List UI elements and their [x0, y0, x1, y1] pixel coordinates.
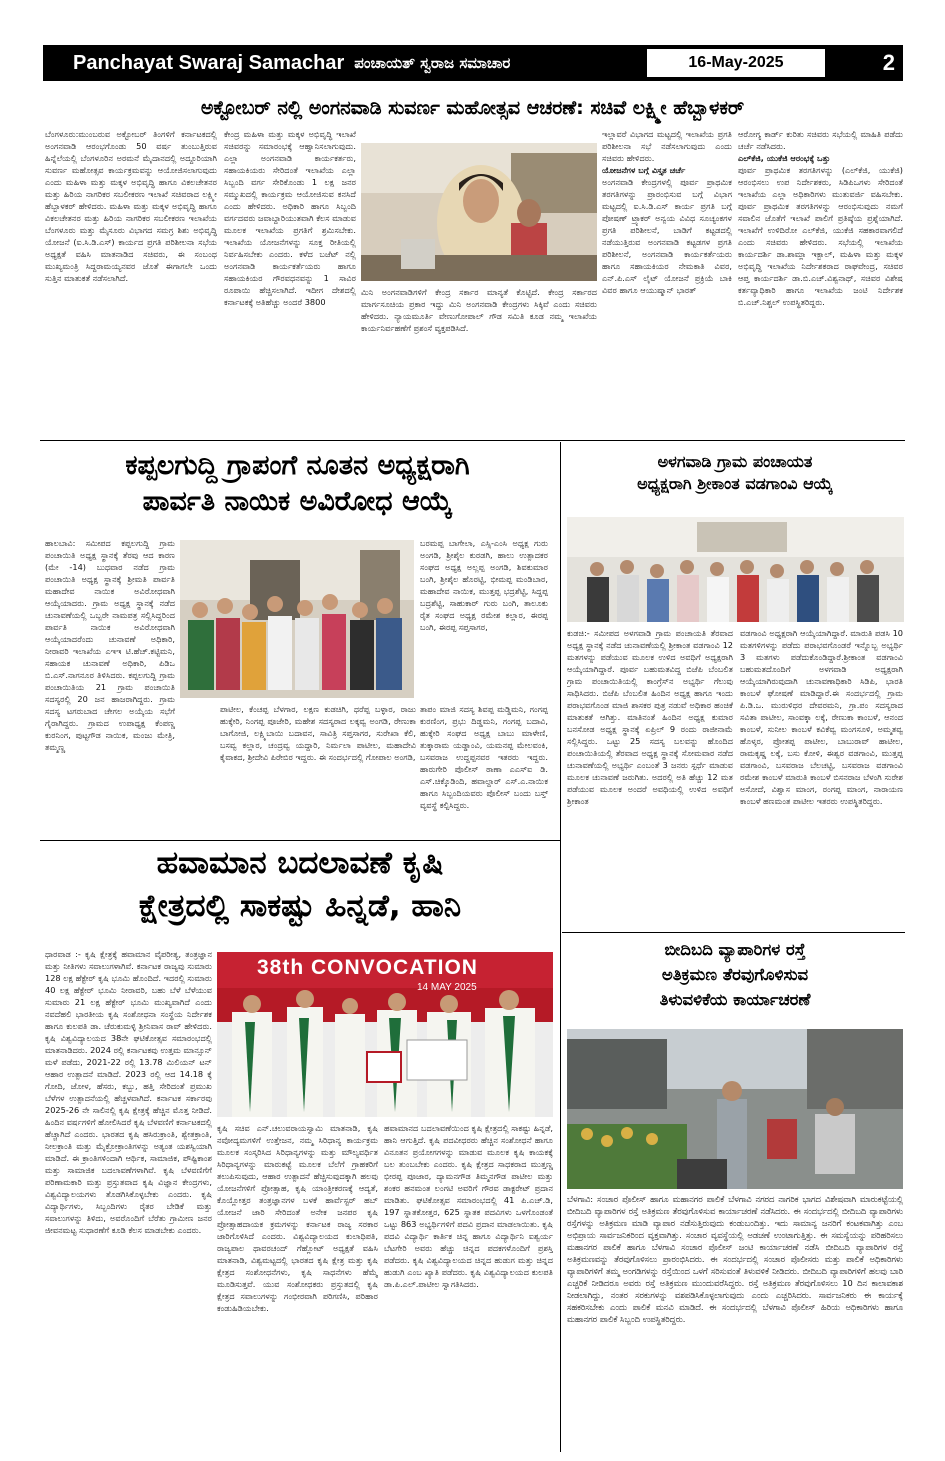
article2-headline-line1: ಕಪ್ಪಲಗುದ್ದಿ ಗ್ರಾಪಂಗೆ ನೂತನ ಅಧ್ಯಕ್ಷರಾಗಿ: [125, 450, 470, 481]
felicitation-image: [180, 540, 414, 698]
masthead: [43, 45, 903, 81]
article4-headline: [40, 842, 560, 929]
convocation-banner-date: 14 MAY 2025: [417, 982, 477, 993]
article5-headline-line1: ಬೀದಿಬದಿ ವ್ಯಾಪಾರಿಗಳ ರಸ್ತೆ: [664, 940, 806, 959]
article1-photo-minister: [361, 143, 597, 281]
article5-headline-line2: ಅತಿಕ್ರಮಣ ತೆರವುಗೊಳಿಸುವ: [661, 964, 809, 984]
article1-col3-subhead: ಯೋಜನೆಗಳ ಬಗ್ಗೆ ವಿಸ್ತೃತ ಚರ್ಚೆ: [602, 165, 686, 175]
article5-body: ಬೆಳಗಾವಿ: ಸಂಚಾರ ಪೊಲೀಸ್ ಹಾಗೂ ಮಹಾನಗರ ಪಾಲಿಕೆ ಬೆಳಗಾವಿ ನಗರದ ನಾಗರಿಕ ಭಾಗದ ವಿಶೇಷವಾಗಿ ಮಾರುಕಟ್ಟೆಯಲ್ಲಿ ಬೀದಿಬದಿ ವ್ಯಾಪಾರಿಗಳ ರಸ್ತೆ ಅತಿಕ್ರಮಣ ತೆರವುಗೊಳಿಸುವ ಕಾರ್ಯಾಚರಣೆ ನಡೆಸಿದರು. ಈ ಸಂದರ್ಭದಲ್ಲಿ ಬೀದಿಬದಿ ವ್ಯಾಪಾರಿಗಳು ರಸ್ತೆಗಳನ್ನು ಅತಿಕ್ರಮಣ ಮಾಡಿ ವ್ಯಾಪಾರ ನಡೆಸುತ್ತಿರುವುದು ಕಂಡುಬಂದಿತ್ತು. ಇದು ಸಾಮಾನ್ಯ ಜನರಿಗೆ ಕಂಟಕವಾಗಿತ್ತು ಎಂಬ ಅಭಿಪ್ರಾಯ ಸಾರ್ವಜನಿಕರಿಂದ ವ್ಯಕ್ತವಾಗಿತ್ತು. ಸಂಚಾರ ವ್ಯವಸ್ಥೆಯಲ್ಲಿ ಅಡಚಣೆ ಉಂಟಾಗುತ್ತಿತ್ತು. ಈ ಸಮಸ್ಯೆಯನ್ನು ಪರಿಹರಿಸಲು ಮಹಾನಗರ ಪಾಲಿಕೆ ಹಾಗೂ ಬೆಳಗಾವಿ ಸಂಚಾರ ಪೊಲೀಸ್ ಜಂಟಿ ಕಾರ್ಯಾಚರಣೆ ನಡೆಸಿ ಬೀದಿಬದಿ ವ್ಯಾಪಾರಿಗಳ ರಸ್ತೆ ಅತಿಕ್ರಮಣವನ್ನು ತೆರವುಗೊಳಿಸಲು ಪ್ರಾರಂಭಿಸಿದರು. ಈ ಸಂದರ್ಭದಲ್ಲಿ ಸಂಚಾರ ಪೊಲೀಸರು ಮತ್ತು ಪಾಲಿಕೆ ಅಧಿಕಾರಿಗಳು ವ್ಯಾಪಾರಿಗಳಿಗೆ ತಮ್ಮ ಅಂಗಡಿಗಳನ್ನು ರಸ್ತೆಯಿಂದ ಒಳಗೆ ಸರಿಸುವಂತೆ ತಿಳುವಳಿಕೆ ನೀಡಿದರು. ಬೀದಿಬದಿ ವ್ಯಾಪಾರಿಗಳಿಗೆ ಹಲವು ಬಾರಿ ಎಚ್ಚರಿಕೆ ನೀಡಿದರೂ ಅವರು ರಸ್ತೆ ಅತಿಕ್ರಮಣ ಮುಂದುವರೆಸಿದ್ದರು. ರಸ್ತೆ ಅತಿಕ್ರಮಣ ತೆರವುಗೊಳಿಸಲು 10 ದಿನ ಕಾಲಾವಕಾಶ ನೀಡಲಾಗಿದ್ದು, ನಂತರ ಸರಕುಗಳನ್ನು ವಶಪಡಿಸಿಕೊಳ್ಳಲಾಗುವುದು ಎಂದು ಎಚ್ಚರಿಸಿದರು. ಸಾರ್ವಜನಿಕರು ಈ ಕಾರ್ಯಕ್ಕೆ ಸಹಕರಿಸಬೇಕು ಎಂದು ಪಾಲಿಕೆ ಮನವಿ ಮಾಡಿದೆ. ಈ ಸಂದರ್ಭದಲ್ಲಿ ಬೆಳಗಾವಿ ಪೊಲೀಸ್ ಹಿರಿಯ ಅಧಿಕಾರಿಗಳು ಹಾಗೂ ಮಹಾನಗರ ಪಾಲಿಕೆ ಸಿಬ್ಬಂದಿ ಉಪಸ್ಥಿತರಿದ್ದರು.: [567, 1194, 903, 1324]
article1-col2: ಕೇಂದ್ರ ಮಹಿಳಾ ಮತ್ತು ಮಕ್ಕಳ ಅಭಿವೃದ್ಧಿ ಇಲಾಖೆ ಸಚಿವರನ್ನು ಸಮಾರಂಭಕ್ಕೆ ಆಹ್ವಾನಿಸಲಾಗುವುದು. ಎಲ್ಲಾ ಅಂಗನವಾಡಿ ಕಾರ್ಯಕರ್ತರು, ಸಹಾಯಕಿಯರು ಸೇರಿದಂತೆ ಇಲಾಖೆಯ ಎಲ್ಲಾ ಸಿಬ್ಬಂದಿ ವರ್ಗ ಸೇರಿಕೊಂಡು 1 ಲಕ್ಷ ಜನರ ಸಮ್ಮುಖದಲ್ಲಿ ಕಾರ್ಯಕ್ರಮ ಆಯೋಜಿಸುವ ಕನಸಿದೆ ಎಂದು ಹೇಳಿದರು. ಅಧಿಕಾರಿ ಹಾಗೂ ಸಿಬ್ಬಂದಿ ವರ್ಗದವರು ಜವಾಬ್ದಾರಿಯುತವಾಗಿ ಕೆಲಸ ಮಾಡುವ ಮೂಲಕ ಇಲಾಖೆಯ ಪ್ರಗತಿಗೆ ಶ್ರಮಿಸಬೇಕು. ಇಲಾಖೆಯ ಯೋಜನೆಗಳನ್ನು ಸೂಕ್ತ ರೀತಿಯಲ್ಲಿ ನಿರ್ವಹಿಸಬೇಕು ಎಂದರು. ಕಳೆದ ಬಜೆಟ್ ನಲ್ಲಿ ಅಂಗನವಾಡಿ ಕಾರ್ಯಕರ್ತೆಯರು ಹಾಗೂ ಸಹಾಯಕಿಯರ ಗೌರವಧನವನ್ನು 1 ಸಾವಿರ ರೂಪಾಯಿ ಹೆಚ್ಚಿಸಲಾಗಿದೆ. ಇದೀಗ ದೇಶದಲ್ಲಿ ಕರ್ನಾಟಕಕ್ಕೆ ಅತಿಹೆಚ್ಚು ಅಂದರೆ 3800: [224, 129, 356, 307]
divider-horizontal-2: [40, 840, 560, 841]
article1-col2-cont: ಮಿನಿ ಅಂಗನವಾಡಿಗಳಿಗೆ ಕೇಂದ್ರ ಸರ್ಕಾರ ಮಾನ್ಯತೆ ಕೊಟ್ಟಿದೆ. ಕೇಂದ್ರ ಸರ್ಕಾರದ ಮಾರ್ಗಸೂಚಿಯ ಪ್ರಕಾರ ಇದ್ದು ಮಿನಿ ಅಂಗನವಾಡಿ ಕೇಂದ್ರಗಳು ಸಿಕ್ಕಿವೆ ಎಂದು ಸಚಿವರು ಹೇಳಿದರು. ನ್ಯಾಯಮೂರ್ತಿ ವೇಣುಗೋಪಾಲ್ ಗೌಡ ಸಮಿತಿ ಕೂಡ ನಮ್ಮ ಇಲಾಖೆಯ ಕಾರ್ಯನಿರ್ವಹಣೆಗೆ ಪ್ರಶಂಸೆ ವ್ಯಕ್ತಪಡಿಸಿದೆ.: [361, 287, 597, 333]
article1-col4-body: ಪೂರ್ವ ಪ್ರಾಥಮಿಕ ತರಗತಿಗಳನ್ನು (ಎಲ್‌ಕೆಜಿ, ಯುಕೆಜಿ) ಆರಂಭಿಸಲು ಉಪ ನಿರ್ದೇಶಕರು, ಸಿಡಿಪಿಒಗಳು ಸೇರಿದಂತೆ ಇಲಾಖೆಯ ಎಲ್ಲಾ ಅಧಿಕಾರಿಗಳು ಮುತುವರ್ಜಿ ವಹಿಸಬೇಕು. ಪೂರ್ವ ಪ್ರಾಥಮಿಕ ತರಗತಿಗಳನ್ನು ಆರಂಭಿಸುವುದು ನಮಗೆ ಸವಾಲಿನ ಜೊತೆಗೆ ಇಲಾಖೆ ಪಾಲಿಗೆ ಪ್ರತಿಷ್ಠೆಯ ಪ್ರಶ್ನೆಯಾಗಿದೆ. ಇಲಾಖೆಗೆ ಉಳಿದಿರೋ ಎಲ್‌ಕೆಜಿ, ಯುಕೆಜಿ ಸಹಕಾರವಾಗಲಿದೆ ಎಂದು ಸಚಿವರು ಹೇಳಿದರು. ಸಭೆಯಲ್ಲಿ ಇಲಾಖೆಯ ಕಾರ್ಯದರ್ಶಿ ಡಾ.ಶಾಮ್ಲಾ ಇಕ್ಬಾಲ್, ಮಹಿಳಾ ಮತ್ತು ಮಕ್ಕಳ ಅಭಿವೃದ್ಧಿ ಇಲಾಖೆಯ ನಿರ್ದೇಶಕರಾದ ರಾಘವೇಂದ್ರ, ಸಚಿವರ ಆಪ್ತ ಕಾರ್ಯದರ್ಶಿ ಡಾ.ಬಿ.ಎಚ್.ವಿಶ್ವನಾಥ್, ಸಚಿವರ ವಿಶೇಷ ಕರ್ತವ್ಯಾಧಿಕಾರಿ ಹಾಗೂ ಇಲಾಖೆಯ ಜಂಟಿ ನಿರ್ದೇಶಕ ಬಿ.ಎಚ್.ನಿಶ್ಚಲ್ ಉಪಸ್ಥಿತರಿದ್ದರು.: [738, 165, 903, 307]
article2-col2: ಪಾಟೀಲ, ಕೆಂಚಪ್ಪ ಬೆಳಗಾರ, ಲಕ್ಷಣ ಕುಡಚಿಗಿ, ಧರೆಪ್ಪ ಬಳ್ಳಾರ, ರಾಜು ಹುಕ್ಕೇರಿ, ನಿಂಗಪ್ಪ ಪೂಜೇರಿ, ಮಹೇಶ ಸದಸ್ಯರಾದ ಲಕ್ಕವ್ವ ಅಂಗಡಿ, ರೇಣುಕಾ ಬಾಗೋಜಿ, ಲಕ್ಷ್ಮಿಬಾಯಿ ಬದಾವನ, ಸಾವಿತ್ರಿ ಸಪ್ತಸಾಗರ, ಸುರೇಖಾ ಕೆಲಿ, ಬಸವ್ವ ಕಲ್ಲಾರ, ಚಂದ್ರವ್ವ ಯದ್ದಾರಿ, ನಿರ್ಮಲಾ ಪಾಟೀಲ, ಮಹಾದೇವಿ ಕೈವಾಕದ, ಶ್ರೀದೇವಿ ಪಿರೇಬಿರ ಇದ್ದರು. ಈ ಸಂದರ್ಭದಲ್ಲಿ ಗೋಪಾಲ ಅಂಗಡಿ,: [220, 704, 416, 762]
article5-photo-market: [567, 1029, 903, 1189]
article1-col3-body: ಅಂಗನವಾಡಿ ಕೇಂದ್ರಗಳಲ್ಲಿ ಪೂರ್ವ ಪ್ರಾಥಮಿಕ ತರಗತಿಗಳನ್ನು ಪ್ರಾರಂಭಿಸುವ ಬಗ್ಗೆ ವಿಭಾಗ ಮಟ್ಟದಲ್ಲಿ ಐ.ಸಿ.ಡಿ.ಎಸ್ ಕಾರ್ಯ ಪ್ರಗತಿ ಬಗ್ಗೆ ಪೋಷಣ್ ಟ್ರ್ಯಾಕರ್ ಅನ್ವಯ ವಿವಿಧ ಸೂಚ್ಯಂಕಗಳ ಪ್ರಗತಿ ಪರಿಶೀಲನೆ, ಬಾಡಿಗೆ ಕಟ್ಟಡದಲ್ಲಿ ನಡೆಯುತ್ತಿರುವ ಅಂಗನವಾಡಿ ಕಟ್ಟಡಗಳ ಪ್ರಗತಿ ಪರಿಶೀಲನೆ, ಅಂಗನವಾಡಿ ಕಾರ್ಯಕರ್ತೆಯರು ಹಾಗೂ ಸಹಾಯಕಿಯರ ನೇಮಕಾತಿ ವಿವರ, ಎನ್.ಪಿ.ಎಸ್ ಲೈಟ್ ಯೋಜನೆ ಪ್ರಕ್ರಿಯೆ ಬಾಕಿ ವಿವರ ಹಾಗೂ ಆಯುಷ್ಮಾನ್ ಭಾರತ್: [602, 177, 732, 295]
masthead-date: 16-May-2025: [647, 49, 825, 77]
article1-col3: [602, 128, 732, 436]
article4-col2: ಕೃಷಿ ಸಚಿವ ಎನ್.ಚಲುವರಾಯಸ್ವಾಮಿ ಮಾತನಾಡಿ, ಕೃಷಿ ನವೋದ್ಯಮಗಳಿಗೆ ಉತ್ತೇಜನ, ನಮ್ಮ ಸಿರಿಧಾನ್ಯ ಕಾರ್ಯಕ್ರಮ ಮೂಲಕ ಸಂಸ್ಕರಿಸಿದ ಸಿರಿಧಾನ್ಯಗಳನ್ನು ಮತ್ತು ಮೌಲ್ಯವರ್ಧಿತ ಸಿರಿಧಾನ್ಯಗಳನ್ನು ಮಾರುಕಟ್ಟೆ ಮೂಲಕ ಬೆಲೆಗೆ ಗ್ರಾಹಕರಿಗೆ ತಲುಪಿಸುವುದು, ಆಹಾರ ಉತ್ಪಾದನೆ ಹೆಚ್ಚಿಸುವುದಕ್ಕಾಗಿ ಹಲವು ಯೋಜನೆಗಳಿಗೆ ಪ್ರೋತ್ಸಾಹ, ಕೃಷಿ ಯಾಂತ್ರೀಕರಣಕ್ಕೆ ಆದ್ಯತೆ, ಕೊಯ್ಲೋತ್ತರ ತಂತ್ರಜ್ಞಾನಗಳ ಬಳಕೆ ಹಾರ್ವೆಸ್ಟರ್ ಹಬ್ ಯೋಜನೆ ಜಾರಿ ಸೇರಿದಂತೆ ಅನೇಕ ಜನಪರ ಕೃಷಿ ಪ್ರೋತ್ಸಾಹದಾಯಕ ಕ್ರಮಗಳನ್ನು ಕರ್ನಾಟಕ ರಾಜ್ಯ ಸರಕಾರ ಜಾರಿಗೊಳಿಸಿದೆ ಎಂದರು. ವಿಶ್ವವಿದ್ಯಾಲಯದ ಕುಲಾಧಿಪತಿ, ರಾಜ್ಯಪಾಲ ಥಾವರಚಂದ್ ಗೆಹ್ಲೋಟ್ ಅಧ್ಯಕ್ಷತೆ ವಹಿಸಿ ಮಾತನಾಡಿ, ವಿಶ್ವಮಟ್ಟದಲ್ಲಿ ಭಾರತದ ಕೃಷಿ ಕ್ಷೇತ್ರ ಮತ್ತು ಕೃಷಿ ಕ್ಷೇತ್ರದ ಸಂಶೋಧನೆಗಳು, ಕೃಷಿ ಸಾಧನೆಗಳು ಹೆಮ್ಮೆ ಮೂಡಿಸುತ್ತವೆ. ಯುವ ಸಂಶೋಧಕರು ಪ್ರಸ್ತುತದಲ್ಲಿ ಕೃಷಿ ಕ್ಷೇತ್ರದ ಸವಾಲುಗಳನ್ನು ಗಂಭೀರವಾಗಿ ಪರಿಗಣಿಸಿ, ಪರಿಹಾರ ಕಂಡುಹಿಡಿಯಬೇಕು.: [217, 1123, 378, 1313]
article1-col1: ಬೆಂಗಳೂರು:ಮುಂಬರುವ ಅಕ್ಟೋಬರ್ ತಿಂಗಳಿಗೆ ಕರ್ನಾಟಕದಲ್ಲಿ ಅಂಗನವಾಡಿ ಆರಂಭಗೊಂಡು 50 ವರ್ಷ ತುಂಬುತ್ತಿರುವ ಹಿನ್ನೆಲೆಯಲ್ಲಿ ಬೆಂಗಳೂರಿನ ಅರಮನೆ ಮೈದಾನದಲ್ಲಿ ಅದ್ದೂರಿಯಾಗಿ ಸುವರ್ಣ ಮಹೋತ್ಸವ ಕಾರ್ಯಕ್ರಮವನ್ನು ಆಯೋಜಿಸಲಾಗುವುದು ಎಂದು ಮಹಿಳಾ ಮತ್ತು ಮಕ್ಕಳ ಅಭಿವೃದ್ಧಿ ಹಾಗೂ ವಿಕಲಚೇತನರ ಮತ್ತು ಹಿರಿಯ ನಾಗರಿಕರ ಸಬಲೀಕರಣ ಇಲಾಖೆ ಸಚಿವರಾದ ಲಕ್ಷ್ಮೀ ಹೆಬ್ಬಾಳಕರ್ ಹೇಳಿದರು. ಮಹಿಳಾ ಮತ್ತು ಮಕ್ಕಳ ಅಭಿವೃದ್ಧಿ ಹಾಗೂ ವಿಕಲಚೇತನರ ಮತ್ತು ಹಿರಿಯ ನಾಗರಿಕರ ಸಬಲೀಕರಣ ಇಲಾಖೆಯ ಬೆಂಗಳೂರು ಮತ್ತು ಮೈಸೂರು ವಿಭಾಗದ ಸಮಗ್ರ ಶಿಶು ಅಭಿವೃದ್ಧಿ ಯೋಜನೆ (ಐ.ಸಿ.ಡಿ.ಎಸ್) ಕಾರ್ಯದ ಪ್ರಗತಿ ಪರಿಶೀಲನಾ ಸಭೆಯ ಅಧ್ಯಕ್ಷತೆ ವಹಿಸಿ ಮಾತನಾಡಿದ ಸಚಿವರು, ಈ ಸಂಬಂಧ ಮುಖ್ಯಮಂತ್ರಿ ಸಿದ್ದರಾಮಯ್ಯನವರ ಜೊತೆ ಈಗಾಗಲೇ ಒಂದು ಸುತ್ತಿನ ಮಾತುಕತೆ ನಡೆಸಲಾಗಿದೆ.: [45, 129, 217, 283]
article1-col4-subhead: ಎಲ್‌ಕೆಜಿ, ಯುಕೆಜಿ ಆರಂಭಕ್ಕೆ ಒತ್ತು: [738, 153, 831, 163]
article3-headline: [566, 451, 904, 494]
group-photo-image: [567, 517, 904, 622]
article1-col3-intro: ಇಲ್ಲಾವರೆ ವಿಭಾಗದ ಮಟ್ಟದಲ್ಲಿ ಇಲಾಖೆಯ ಪ್ರಗತಿ ಪರಿಶೀಲನಾ ಸಭೆ ನಡೆಸಲಾಗುವುದು ಎಂದು ಸಚಿವರು ಹೇಳಿದರು.: [602, 129, 732, 163]
article4-photo-convocation: [217, 952, 553, 1117]
article5-headline: [566, 938, 904, 1012]
article2-col3-full: ತಾಪಂ ಮಾಜಿ ಸದಸ್ಯ ಶಿವಪ್ಪ ಮಡ್ಡಿಮನಿ, ಗಂಗಪ್ಪ ಕುರಣಿಂಗ, ಪ್ರಭು ದಿಡ್ಡಮನಿ, ಗಂಗಪ್ಪ ಬದಾವಿ, ಹುಕ್ಕೇರಿ ಸಂಘದ ಅಧ್ಯಕ್ಷ ಬಾಬು ಮಾಳೇಣಿ, ತುಕ್ಕಾರಾಮ ಯಡ್ಡಾಂವಿ, ಯಮನಪ್ಪ ಮೇಲವಂಕಿ, ಬಸವರಾಜ ಉದ್ದಪ್ಪನವರ ಇತರರು ಇದ್ದರು. ಹಾರುಗೇರಿ ಪೊಲೀಸ್ ಠಾಣಾ ಎಎಸ್ಐ ಡಿ. ಎಸ್.ಚಿಕ್ಕೊಡಿಂದಿ, ಹವಾಲ್ದಾರ್ ಎಸ್.ಎ.ನಾಯಿಕ ಹಾಗೂ ಸಿಬ್ಬಂದಿಯವರು ಪೊಲೀಸ್ ಬಂದು ಬಸ್ತ್ ವ್ಯವಸ್ಥೆ ಕಲ್ಪಿಸಿದ್ದರು.: [420, 704, 548, 810]
masthead-title-en: Panchayat Swaraj Samachar: [73, 51, 345, 74]
article2-headline: [40, 448, 555, 521]
article3-photo-group: [567, 517, 904, 622]
article3-headline-line1: ಅಳಗವಾಡಿ ಗ್ರಾಮ ಪಂಚಾಯತ: [657, 452, 813, 471]
article5-headline-line3: ತಿಳುವಳಿಕೆಯ ಕಾರ್ಯಾಚರಣೆ: [659, 989, 811, 1009]
market-street-image: [567, 1029, 903, 1189]
article3-col1: ಕುಡಚಿ:- ಸಮೀಪದ ಅಳಗವಾಡಿ ಗ್ರಾಮ ಪಂಚಾಯತಿ ತೆರವಾದ ಅಧ್ಯಕ್ಷ ಸ್ಥಾನಕ್ಕೆ ನಡೆದ ಚುನಾವಣೆಯಲ್ಲಿ ಶ್ರೀಕಾಂತ ವಡಗಾಂವಿ 12 ಮತಗಳನ್ನು ಪಡೆಯುವ ಮೂಲಕ ಉಳಿದ ಅವಧಿಗೆ ಅಧ್ಯಕ್ಷರಾಗಿ ಆಯ್ಕೆಯಾಗಿದ್ದಾರೆ. ಪೂರ್ವ ಬಹುಮತವಿದ್ದ ಬಿಜೆಪಿ ಬೆಂಬಲಿತ ಗ್ರಾಮ ಪಂಚಾಯಿತಿಯಲ್ಲಿ ಕಾಂಗ್ರೆಸ್‌ನ ಅಭ್ಯರ್ಥಿ ಗೆಲುವು ಸಾಧಿಸಿದರು. ಬಿಜೆಪಿ ಬೆಂಬಲಿತ ಹಿಂದಿನ ಅಧ್ಯಕ್ಷ ಹಾಗೂ ಇಂದು ಪರಾಭವಗೊಂಡ ಮಾಜಿ ಶಾಸಕರ ಪುತ್ರ ನಡುವೆ ಅಧಿಕಾರ ಹಂಚಿಕೆ ಮಾತುಕತೆ ಆಗಿತ್ತು. ಮಾತಿನಂತೆ ಹಿಂದಿನ ಅಧ್ಯಕ್ಷ ಕುಮಾರ ಬನಸೋಡ ಅಧ್ಯಕ್ಷ ಸ್ಥಾನಕ್ಕೆ ಏಪ್ರಿಲ್ 9 ರಂದು ರಾಜೀನಾಮೆ ಸಲ್ಲಿಸಿದ್ದರು. ಒಟ್ಟು 25 ಸದಸ್ಯ ಬಲವನ್ನು ಹೊಂದಿದ ಪಂಚಾಯಿತಿಯಲ್ಲಿ ತೆರವಾದ ಅಧ್ಯಕ್ಷ ಸ್ಥಾನಕ್ಕೆ ಸೋಮವಾರ ನಡೆದ ಚುನಾವಣೆಯಲ್ಲಿ ಅಭ್ಯರ್ಥಿ ಎಂಬಂತೆ 3 ಜನರು ಸ್ಪರ್ಧೆ ಮಾಡುವ ಮೂಲಕ ಚುನಾವಣೆ ಜರುಗಿತು. ಅದರಲ್ಲಿ ಅತಿ ಹೆಚ್ಚು 12 ಮತ ಪಡೆಯುವ ಮೂಲಕ ಅಂದರೆ ಅವಧಿಯಲ್ಲಿ ಉಳಿದ ಅವಧಿಗೆ ಶ್ರೀಕಾಂತ: [567, 628, 733, 806]
article4-headline-line2: ಕ್ಷೇತ್ರದಲ್ಲಿ ಸಾಕಷ್ಟು ಹಿನ್ನಡೆ, ಹಾನಿ: [138, 888, 462, 925]
article2-headline-line2: ಪಾರ್ವತಿ ನಾಯಿಕ ಅವಿರೋಧ ಆಯ್ಕೆ: [142, 486, 453, 518]
convocation-banner-text: 38th CONVOCATION: [257, 956, 478, 979]
article1-col4: [738, 128, 903, 436]
article1-col4-intro: ಆರೋಗ್ಯ ಕಾರ್ಡ್ ಕುರಿತು ಸಚಿವರು ಸಭೆಯಲ್ಲಿ ಮಾಹಿತಿ ಪಡೆದು ಚರ್ಚೆ ನಡೆಸಿದರು.: [738, 129, 903, 151]
article4-col1: ಧಾರವಾಡ :- ಕೃಷಿ ಕ್ಷೇತ್ರಕ್ಕೆ ಹವಾಮಾನ ವೈಪರೀತ್ಯ, ತಂತ್ರಜ್ಞಾನ ಮತ್ತು ನೀತಿಗಳು ಸವಾಲುಗಳಾಗಿವೆ. ಕರ್ನಾಟಕ ರಾಜ್ಯವು ಸುಮಾರು 128 ಲಕ್ಷ ಹೆಕ್ಟೇರ್ ಕೃಷಿ ಭೂಮಿ ಹೊಂದಿದೆ. ಇದರಲ್ಲಿ ಸುಮಾರು 40 ಲಕ್ಷ ಹೆಕ್ಟೇರ್ ಭೂಮಿ ನೀರಾವರಿ, ಬಹು ಬೆಳೆ ಬೆಳೆಯುವ ಸುಮಾರು 21 ಲಕ್ಷ ಹೆಕ್ಟೇರ್ ಭೂಮಿ ಮುಖ್ಯವಾಗಿದೆ ಎಂದು ನವದೆಹಲಿ ಭಾರತೀಯ ಕೃಷಿ ಸಂಶೋಧನಾ ಸಂಸ್ಥೆಯ ನಿರ್ದೇಶಕ ಹಾಗೂ ಕುಲಪತಿ ಡಾ. ಚೆರುಕುಮಳ್ಳಿ ಶ್ರೀನಿವಾಸ ರಾವ್ ಹೇಳಿದರು. ಕೃಷಿ ವಿಶ್ವವಿದ್ಯಾಲಯದ 38ನೇ ಘಟಿಕೋತ್ಸವ ಸಮಾರಂಭದಲ್ಲಿ ಮಾತನಾಡಿದರು. 2024 ರಲ್ಲಿ ಕರ್ನಾಟಕವು ಉತ್ತಮ ಮಾನ್ಸೂನ್ ಮಳೆ ಪಡೆದು, 2021-22 ರಲ್ಲಿ 13.78 ಮಿಲಿಯನ್ ಟನ್ ಆಹಾರ ಉತ್ಪಾದನೆ ಮಾಡಿದೆ. 2023 ರಲ್ಲಿ ಆದ 14.18 ಕ್ಕೆ ಗೋದಿ, ಜೋಳ, ಹೆಸರು, ಕಬ್ಬು, ಹತ್ತಿ ಸೇರಿದಂತೆ ಪ್ರಮುಖ ಬೆಳೆಗಳ ಉತ್ಪಾದನೆಯಲ್ಲಿ ಹೆಚ್ಚಳವಾಗಿದೆ. ಕರ್ನಾಟಕ ಸರ್ಕಾರವು 2025-26 ನೇ ಸಾಲಿನಲ್ಲಿ ಕೃಷಿ ಕ್ಷೇತ್ರಕ್ಕೆ ಹೆಚ್ಚಿನ ಮೊತ್ತ ನೀಡಿದೆ. ಹಿಂದಿನ ವರ್ಷಗಳಿಗೆ ಹೋಲಿಸಿದರೆ ಕೃಷಿ ಬೆಳವಣಿಗೆ ಕರ್ನಾಟಕದಲ್ಲಿ ಹೆಚ್ಚಾಗಿದೆ ಎಂದರು. ಭಾರತದ ಕೃಷಿ ಹಸಿರುಕ್ರಾಂತಿ, ಶ್ವೇತಕ್ರಾಂತಿ, ನೀಲಕ್ರಾಂತಿ ಮತ್ತು ಮೈಕ್ರೋಕ್ರಾಂತಿಗಳನ್ನು ಅತ್ಯಂತ ಯಶಸ್ವಿಯಾಗಿ ಮಾಡಿದೆ. ಈ ಕ್ರಾಂತಿಗಳಿಂದಾಗಿ ಆರ್ಥಿಕ, ಸಾಮಾಜಿಕ, ಪೌಷ್ಟಿಕಾಂಶ ಮತ್ತು ಸಾಮಾಜಿಕ ಬದಲಾವಣೆಗಳಾಗಿವೆ. ಕೃಷಿ ಬೆಳವಣಿಗೆಗೆ ಪರಿಣಾಮಕಾರಿ ಮತ್ತು ಪ್ರಸ್ತುತವಾದ ಕೃಷಿ ವಿಜ್ಞಾನ ಕೇಂದ್ರಗಳು, ವಿಶ್ವವಿದ್ಯಾಲಯಗಳು ತೊಡಗಿಸಿಕೊಳ್ಳಬೇಕು ಎಂದರು. ಕೃಷಿ ವಿದ್ಯಾರ್ಥಿಗಳು, ಸಿಬ್ಬಂದಿಗಳು ರೈತರ ಬೇಡಿಕೆ ಮತ್ತು ಸವಾಲುಗಳನ್ನು ತಿಳಿದು, ಅವರೊಂದಿಗೆ ಬೆರೆತು ಗ್ರಾಮೀಣ ಜನರ ಜೀವನಮಟ್ಟ ಸುಧಾರಣೆಗೆ ಕೂಡಿ ಕೆಲಸ ಮಾಡಬೇಕು ಎಂದರು.: [45, 949, 212, 1235]
divider-vertical-1: [560, 442, 561, 1452]
article4-headline-line1: ಹವಾಮಾನ ಬದಲಾವಣೆ ಕೃಷಿ: [156, 845, 444, 881]
article2-photo-felicitation: [180, 540, 414, 698]
minister-meeting-image: [361, 143, 597, 281]
article3-headline-line2: ಅಧ್ಯಕ್ಷರಾಗಿ ಶ್ರೀಕಾಂತ ವಡಗಾಂವಿ ಆಯ್ಕೆ: [637, 473, 833, 493]
article2-col3: ಬರಮಪ್ಪ ಬಾಗೇಲಾ, ಎಸ್ಸಿ-ಎಂಸಿ ಅಧ್ಯಕ್ಷ ಗುರು ಅಂಗಡಿ, ಶ್ರೀಶೈಲ ಕುರಡಗಿ, ಹಾಲು ಉತ್ಪಾದಕರ ಸಂಘದ ಅಧ್ಯಕ್ಷ ಅಲ್ಲಪ್ಪ ಅಂಗಡಿ, ಶಿವಕುಮಾರ ಬಂಗಿ, ಶ್ರೀಶೈಲ ಹೊರಟ್ಟಿ, ಭೀಮಪ್ಪ ಮಂಡಿಬಾರ, ಮಹಾದೇವ ನಾಯಿಕ, ಮುತ್ತಪ್ಪ ಭದ್ರಶೆಟ್ಟಿ, ಸಿದ್ದಪ್ಪ ಬದ್ರಶೆಟ್ಟಿ, ಸಾಹುಕಾರ್ ಗುರು ಬಂಗಿ, ತಾಲೂಕು ರೈತ ಸಂಘದ ಅಧ್ಯಕ್ಷ ರಮೇಶ ಕಲ್ಲಾರ, ಈರಪ್ಪ ಬಂಗಿ, ಈರಪ್ಪ ಸಪ್ತಸಾಗರ,: [420, 538, 548, 632]
page-number: 2: [882, 50, 895, 75]
article1-headline: ಅಕ್ಟೋಬರ್ ನಲ್ಲಿ ಅಂಗನವಾಡಿ ಸುವರ್ಣ ಮಹೋತ್ಸವ ಆಚರಣೆ: ಸಚಿವೆ ಲಕ್ಷ್ಮೀ ಹೆಬ್ಬಾಳಕರ್: [200, 97, 745, 119]
masthead-title-kn: ಪಂಚಾಯತ್ ಸ್ವರಾಜ ಸಮಾಚಾರ: [354, 54, 511, 72]
article4-col3: ಹವಾಮಾನದ ಬದಲಾವಣೆಯಿಂದ ಕೃಷಿ ಕ್ಷೇತ್ರದಲ್ಲಿ ಸಾಕಷ್ಟು ಹಿನ್ನಡೆ, ಹಾನಿ ಆಗುತ್ತಿದೆ. ಕೃಷಿ ಪದವೀಧರರು ಹೆಚ್ಚಿನ ಸಂಶೋಧನೆ ಹಾಗೂ ವಿನೂತನ ಪ್ರಯೋಗಗಳನ್ನು ಮಾಡುವ ಮೂಲಕ ಕೃಷಿ ಕಾಯಕಕ್ಕೆ ಬಲ ತುಂಬಬೇಕು ಎಂದರು. ಕೃಷಿ ಕ್ಷೇತ್ರದ ಸಾಧಕರಾದ ಮುತ್ತಣ್ಣ ಭೀರಪ್ಪ ಪೂಜಾರ, ದ್ಯಾಮನಗೌಡ ತಿಮ್ಮನಗೌಡ ಪಾಟೀಲ ಮತ್ತು ಶಂಕರ ಹನಮಂತ ಲಂಗಟಿ ಅವರಿಗೆ ಗೌರವ ಡಾಕ್ಟರೇಟ್ ಪ್ರದಾನ ಮಾಡಿತು. ಘಟಿಕೋತ್ಸವ ಸಮಾರಂಭದಲ್ಲಿ 41 ಪಿ.ಎಚ್.ಡಿ, 197 ಸ್ನಾತಕೋತ್ತರ, 625 ಸ್ನಾತಕ ಪದವಿಗಳು ಒಳಗೊಂಡಂತೆ ಒಟ್ಟು 863 ಅಭ್ಯರ್ಥಿಗಳಿಗೆ ಪದವಿ ಪ್ರದಾನ ಮಾಡಲಾಯಿತು. ಕೃಷಿ ಪದವಿ ವಿದ್ಯಾರ್ಥಿ ಕಾರ್ತಿಕ ಚಿನ್ನ ಹಾಗೂ ವಿದ್ಯಾರ್ಥಿನಿ ಐಶ್ವರ್ಯ ಬೆಟಗೇರಿ ಅವರು ಹೆಚ್ಚು ಚಿನ್ನದ ಪದಕಗಳೊಂದಿಗೆ ಪ್ರಶಸ್ತಿ ಪಡೆದರು. ಕೃಷಿ ವಿಶ್ವವಿದ್ಯಾಲಯದ ಚಿನ್ನದ ಹುಡುಗ ಮತ್ತು ಚಿನ್ನದ ಹುಡುಗಿ ಎಂಬ ಖ್ಯಾತಿ ಪಡೆದರು. ಕೃಷಿ ವಿಶ್ವವಿದ್ಯಾಲಯದ ಕುಲಪತಿ ಡಾ.ಪಿ.ಎಲ್.ಪಾಟೀಲ ಸ್ವಾಗತಿಸಿದರು.: [384, 1123, 553, 1289]
divider-horizontal-3: [562, 932, 905, 933]
article3-col2: ವಡಗಾಂವಿ ಅಧ್ಯಕ್ಷರಾಗಿ ಆಯ್ಕೆಯಾಗಿದ್ದಾರೆ. ಮಾರುತಿ ಪಡಸಿ 10 ಮತಗಳಿಗಳನ್ನು ಪಡೆದು ಪರಾಭವಗೊಂಡರೆ ಇನ್ನೊಬ್ಬ ಅಭ್ಯರ್ಥಿ 3 ಮತಗಳು ಪಡೆದುಕೊಂಡಿದ್ದಾರೆ.ಶ್ರೀಕಾಂತ ವಡಗಾಂವಿ ಬಹುಮತದೊಂದಿಗೆ ಅಳಗವಾಡಿ ಅಧ್ಯಕ್ಷರಾಗಿ ಆಯ್ಕೆಯಾಗಿರುವುದಾಗಿ ಚುನಾವಣಾಧಿಕಾರಿ ಸಿಡಿಪಿ, ಭಾರತಿ ಕಾಂಬಳೆ ಘೋಷಣೆ ಮಾಡಿದ್ದಾರೆ.ಈ ಸಂದರ್ಭದಲ್ಲಿ ಗ್ರಾಮ ಪಿ.ಡಿ.ಒ. ಮುರುಳಿಧರ ದೇವರಮನಿ, ಗ್ರಾ.ಪಂ ಸದಸ್ಯರಾದ ಸವಿತಾ ಪಾಟೀಲ, ಸಾಂವಕ್ಕಾ ಲಕ್ಕೆ, ರೇಣುಕಾ ಕಾಂಬಳೆ, ಆನಂದ ಕಾಂಬಳೆ, ಸುನೀಲ ಕಾಂಬಳೆ ಕವಿಕೆವ್ವ ಮಂಗಸೂಳಿ, ಅಮ್ಮತವ್ವ ಹೊಳ್ಕರ, ಪ್ರೋತಪ್ಪ ಪಾಟೀಲ, ಬಾಬುರಾವ್ ಹಾಟೀಲ, ರಾಮಕೃಷ್ಣ ಲಕ್ಕೆ, ಬಸು ಕೋಳಿ, ಈಶ್ವರ ವಡಗಾಂವಿ, ಮುತ್ತಪ್ಪ ವಡಗಾಂವಿ, ಬಸವರಾಜ ಬೆಲಚಟ್ಟಿ, ಬಸವರಾಜ ವಡಗಾಂವಿ ರಮೇಶ ಕಾಂಬಳೆ ಮಾರುತಿ ಕಾಂಬಳೆ ಬಿಸನರಾಜ ಬೆಳಂಗಿ ಸುರೇಶ ಅಸೋದೆ, ವಿಶ್ವಾಸ ಮಾಂಗ, ರಂಗಪ್ಪ ಮಾಂಗ, ನಾರಾಯಣ ಕಾಂಬಳೆ ಹಣಮಂತ ಪಾಟೀಲ ಇತರರು ಉಪಸ್ಥಿತರಿದ್ದರು.: [740, 628, 903, 806]
article2-col1: ಹಾಲಬಾವಿ: ಸಮೀಪದ ಕಪ್ಪಲಗುದ್ದಿ ಗ್ರಾಮ ಪಂಚಾಯಿತಿ ಅಧ್ಯಕ್ಷ ಸ್ಥಾನಕ್ಕೆ ತೆರವು ಆದ ಕಾರಣ (ಮೇ -14) ಬುಧವಾರ ನಡೆದ ಗ್ರಾಮ ಪಂಚಾಯಿತಿ ಅಧ್ಯಕ್ಷ ಸ್ಥಾನಕ್ಕೆ ಶ್ರೀಮತಿ ಪಾರ್ವತಿ ಮಹಾದೇವ ನಾಯಿಕ ಅವಿರೋಧವಾಗಿ ಆಯ್ಕೆಯಾದರು. ಗ್ರಾಮ ಅಧ್ಯಕ್ಷ ಸ್ಥಾನಕ್ಕೆ ನಡೆದ ಚುನಾವಣೆಯಲ್ಲಿ ಒಬ್ಬರೇ ನಾಮಪತ್ರ ಸಲ್ಲಿಸಿದ್ದರಿಂದ ಪಾರ್ವತಿ ನಾಯಿಕ ಅವಿರೋಧವಾಗಿ ಆಯ್ಕೆಯಾದರೆಂದು ಚುನಾವಣೆ ಅಧಿಕಾರಿ, ನೀರಾವರಿ ಇಲಾಖೆಯ ಎಇಇ ಟಿ.ಹೆಚ್.ಕಟ್ಟಿಮನಿ, ಸಹಾಯಕ ಚುನಾವಣೆ ಅಧಿಕಾರಿ, ಪಿಡಿಒ ಬಿ.ಎಸ್.ನಾಗನೂರ ತಿಳಿಸಿದರು. ಕಪ್ಪಲಗುದ್ದಿ ಗ್ರಾಮ ಪಂಚಾಯಿತಿಯ 21 ಗ್ರಾಮ ಪಂಚಾಯಿತಿ ಸದಸ್ಯರಲ್ಲಿ 20 ಜನ ಹಾಜರಾಗಿದ್ದರು. ಗ್ರಾಮ ಸದಸ್ಯ ಟಗರುಬಾದ ಚೇಗಲ ಅಯ್ಕೆಯ ಸಭೆಗೆ ಗೈರಾಗಿದ್ದರು. ಗ್ರಾಮದ ಉಪಾಧ್ಯಕ್ಷ ಕೆಂಪಣ್ಣ ಕುರನಿಂಗ, ಪುಟ್ಟಗೌಡ ನಾಯಿಕ, ಮಂಜು ಮೇತ್ರಿ, ತಮ್ಮಣ್ಣ: [45, 538, 175, 752]
divider-horizontal-1: [40, 440, 905, 441]
